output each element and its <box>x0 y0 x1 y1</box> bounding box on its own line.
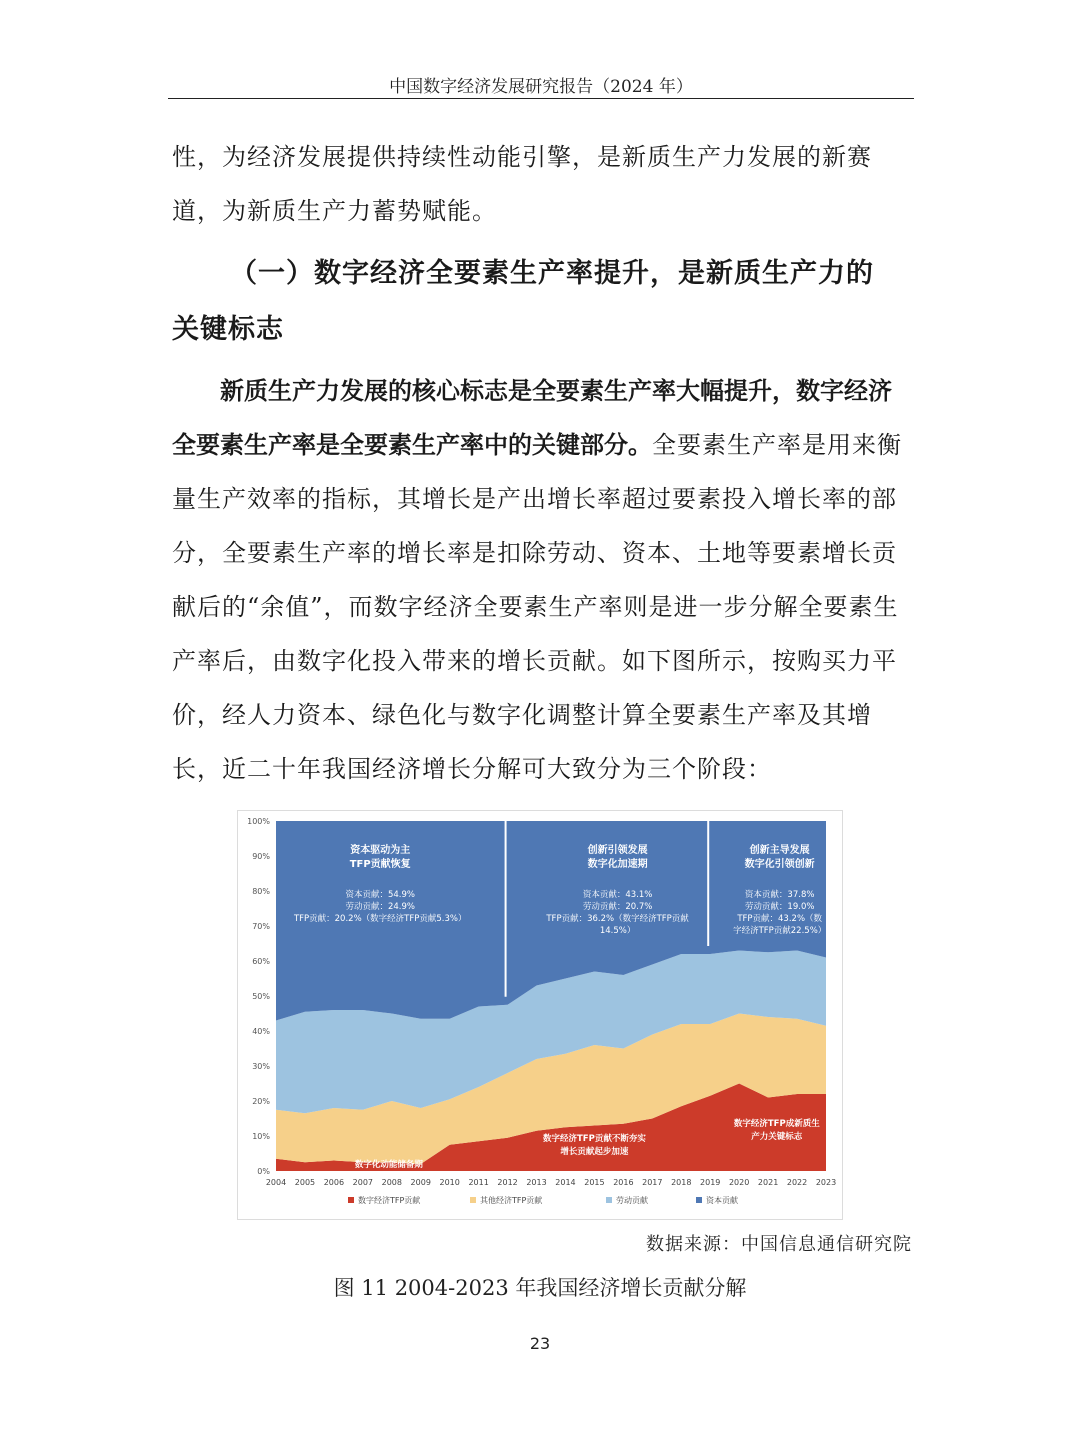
intro-paragraph: 性，为经济发展提供持续性动能引擎，是新质生产力发展的新赛道，为新质生产力蓄势赋能。 <box>172 143 872 225</box>
contribution-area-chart <box>238 811 842 1219</box>
x-tick-label: 2010 <box>439 1178 460 1187</box>
stage-stat-line: 资本贡献：43.1% <box>582 890 653 900</box>
legend-swatch <box>606 1197 612 1203</box>
legend-label: 数字经济TFP贡献 <box>358 1196 421 1205</box>
x-tick-label: 2011 <box>468 1178 489 1187</box>
x-tick-label: 2006 <box>323 1178 345 1187</box>
stage-title: 创新主导发展 <box>749 845 810 856</box>
y-tick-label: 90% <box>252 852 270 861</box>
stage-title: 创新引领发展 <box>587 845 648 856</box>
body-bold-lead: 新质生产力发展的核心标志是全要素生产率大幅提升，数字经济全要素生产率是全要素生产率中的关键部分。 <box>172 377 892 459</box>
stage-stat-line: 劳动贡献：24.9% <box>345 902 415 912</box>
annotation-text: 数字经济TFP成新质生 <box>733 1119 820 1129</box>
stage-stat-line: 资本贡献：54.9% <box>345 890 415 900</box>
stage-stat-line: TFP贡献：43.2%（数 <box>737 914 823 924</box>
annotation-text: 数字经济TFP贡献不断夯实 <box>542 1134 646 1144</box>
x-tick-label: 2017 <box>642 1178 663 1187</box>
stage-stat-line: 劳动贡献：19.0% <box>744 902 815 912</box>
section-heading-line1: （一）数字经济全要素生产率提升，是新质生产力的 <box>230 258 874 289</box>
legend-label: 劳动贡献 <box>616 1196 648 1205</box>
x-tick-label: 2016 <box>613 1178 634 1187</box>
x-tick-label: 2019 <box>700 1178 721 1187</box>
y-tick-label: 40% <box>252 1027 270 1036</box>
body-text: 全要素生产率是用来衡量生产效率的指标，其增长是产出增长率超过要素投入增长率的部分，全要素生产率的增长率是扣除劳动、资本、土地等要素增长贡献后的“余值”，而数字经济全要素生产率则是进一步分解全要素生产率后，由数字化投入带来的增长贡献。如下图所示，按购买力平价，经人力资本、绿色化与数字化调整计算全要素生产率及其增长，近二十年我国经济增长分解可大致分为三个阶段： <box>172 431 902 783</box>
y-tick-label: 80% <box>252 887 270 896</box>
annotation-text: 增长贡献起步加速 <box>560 1147 629 1157</box>
x-tick-label: 2004 <box>265 1178 287 1187</box>
y-tick-label: 60% <box>252 957 270 966</box>
header-rule <box>168 98 914 99</box>
x-tick-label: 2007 <box>352 1178 374 1187</box>
x-tick-label: 2012 <box>497 1178 518 1187</box>
stage-subtitle: 数字化加速期 <box>587 859 648 870</box>
y-tick-label: 30% <box>252 1062 270 1071</box>
data-source: 数据来源：中国信息通信研究院 <box>646 1234 912 1255</box>
x-tick-label: 2018 <box>671 1178 692 1187</box>
page-number: 23 <box>529 1334 551 1353</box>
stage-title: 资本驱动为主 <box>350 845 411 856</box>
stage-stat-line: 劳动贡献：20.7% <box>582 902 653 912</box>
stage-stat-line: 资本贡献：37.8% <box>744 890 815 900</box>
y-tick-label: 70% <box>252 922 270 931</box>
x-tick-label: 2009 <box>410 1178 431 1187</box>
legend-swatch <box>470 1197 476 1203</box>
y-tick-label: 20% <box>252 1097 270 1106</box>
legend-swatch <box>696 1197 702 1203</box>
legend-label: 资本贡献 <box>706 1196 738 1205</box>
annotation-text: 产力关键标志 <box>751 1132 803 1142</box>
chart-frame <box>237 810 843 1220</box>
figure-caption: 图 11 2004-2023 年我国经济增长贡献分解 <box>333 1276 747 1300</box>
x-tick-label: 2015 <box>584 1178 605 1187</box>
x-tick-label: 2014 <box>555 1178 576 1187</box>
legend-swatch <box>348 1197 354 1203</box>
stage-stat-line: TFP贡献：20.2%（数字经济TFP贡献5.3%） <box>293 914 467 924</box>
stage-stat-line: 14.5%） <box>599 926 636 936</box>
x-tick-label: 2020 <box>728 1178 750 1187</box>
y-tick-label: 10% <box>252 1132 270 1141</box>
section-heading-line2: 关键标志 <box>172 314 284 345</box>
x-tick-label: 2005 <box>294 1178 316 1187</box>
stage-stat-line: 字经济TFP贡献22.5%） <box>733 926 827 936</box>
y-tick-label: 100% <box>247 817 270 826</box>
running-header: 中国数字经济发展研究报告（2024 年） <box>389 77 693 97</box>
legend-label: 其他经济TFP贡献 <box>480 1196 543 1205</box>
y-tick-label: 50% <box>252 992 270 1001</box>
x-tick-label: 2013 <box>526 1178 547 1187</box>
stage-subtitle: 数字化引领创新 <box>744 859 815 870</box>
y-tick-label: 0% <box>257 1167 270 1176</box>
section-heading <box>172 246 914 358</box>
x-tick-label: 2023 <box>815 1178 837 1187</box>
x-tick-label: 2021 <box>757 1178 779 1187</box>
body-paragraph <box>172 364 914 796</box>
stage-subtitle: TFP贡献恢复 <box>349 859 411 870</box>
x-tick-label: 2008 <box>381 1178 402 1187</box>
stage-stat-line: TFP贡献：36.2%（数字经济TFP贡献 <box>546 914 689 924</box>
x-tick-label: 2022 <box>786 1178 808 1187</box>
annotation-text: 数字化动能储备期 <box>354 1160 423 1170</box>
